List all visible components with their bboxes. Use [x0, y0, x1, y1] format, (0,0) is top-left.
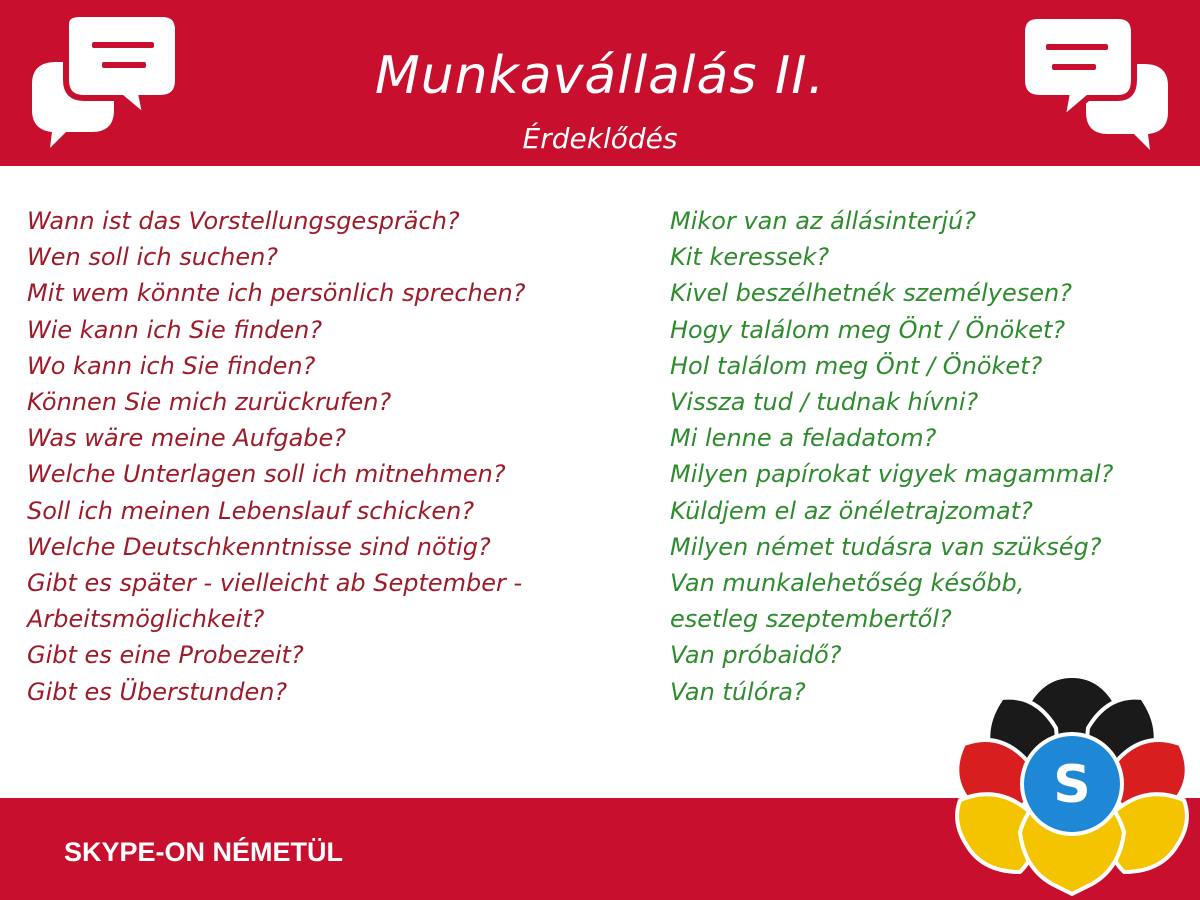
page-subtitle: Érdeklődés — [522, 122, 678, 155]
hungarian-phrase: Kivel beszélhetnék személyesen? — [670, 279, 1072, 308]
german-phrase: Wann ist das Vorstellungsgespräch? — [27, 207, 460, 235]
german-phrase: Wen soll ich suchen? — [27, 243, 279, 272]
german-phrase: Mit wem könnte ich persönlich sprechen? — [27, 279, 526, 308]
hungarian-phrase: Kit keressek? — [670, 243, 830, 272]
german-phrase: Welche Unterlagen soll ich mitnehmen? — [27, 460, 506, 489]
german-phrase-list — [27, 203, 525, 710]
hungarian-phrase: Van munkalehetőség később, — [670, 569, 1025, 598]
hungarian-phrase: Milyen papírokat vigyek magammal? — [670, 460, 1114, 489]
german-phrase: Welche Deutschkenntnisse sind nötig? — [27, 532, 491, 561]
logo-letter: S — [1053, 755, 1091, 815]
german-phrase: Soll ich meinen Lebenslauf schicken? — [27, 496, 475, 525]
hungarian-phrase: Milyen német tudásra van szükség? — [670, 532, 1102, 561]
hungarian-phrase-list — [670, 203, 1113, 710]
hungarian-phrase: Vissza tud / tudnak hívni? — [670, 388, 979, 417]
hungarian-phrase: Küldjem el az önéletrajzomat? — [670, 496, 1033, 525]
german-phrase: Gibt es Überstunden? — [27, 677, 288, 706]
hungarian-phrase: esetleg szeptembertől? — [670, 605, 952, 634]
german-phrase: Was wäre meine Aufgabe? — [27, 424, 347, 453]
page-title: Munkavállalás II. — [374, 46, 826, 106]
german-phrase: Arbeitsmöglichkeit? — [27, 605, 265, 634]
footer-brand: SKYPE-ON NÉMETÜL — [64, 837, 344, 867]
hungarian-phrase: Hol találom meg Önt / Önöket? — [670, 351, 1043, 380]
german-phrase: Wie kann ich Sie finden? — [27, 315, 323, 344]
flower-logo-icon — [944, 672, 1200, 896]
hungarian-phrase: Van próbaidő? — [670, 641, 842, 670]
hungarian-phrase: Mikor van az állásinterjú? — [670, 207, 976, 235]
german-phrase: Gibt es eine Probezeit? — [27, 641, 304, 670]
german-phrase: Gibt es später - vielleicht ab September - — [27, 569, 523, 598]
german-phrase: Können Sie mich zurückrufen? — [27, 388, 392, 417]
hungarian-phrase: Van túlóra? — [670, 677, 806, 706]
german-phrase: Wo kann ich Sie finden? — [27, 351, 316, 380]
hungarian-phrase: Hogy találom meg Önt / Önöket? — [670, 315, 1066, 344]
hungarian-phrase: Mi lenne a feladatom? — [670, 424, 937, 453]
